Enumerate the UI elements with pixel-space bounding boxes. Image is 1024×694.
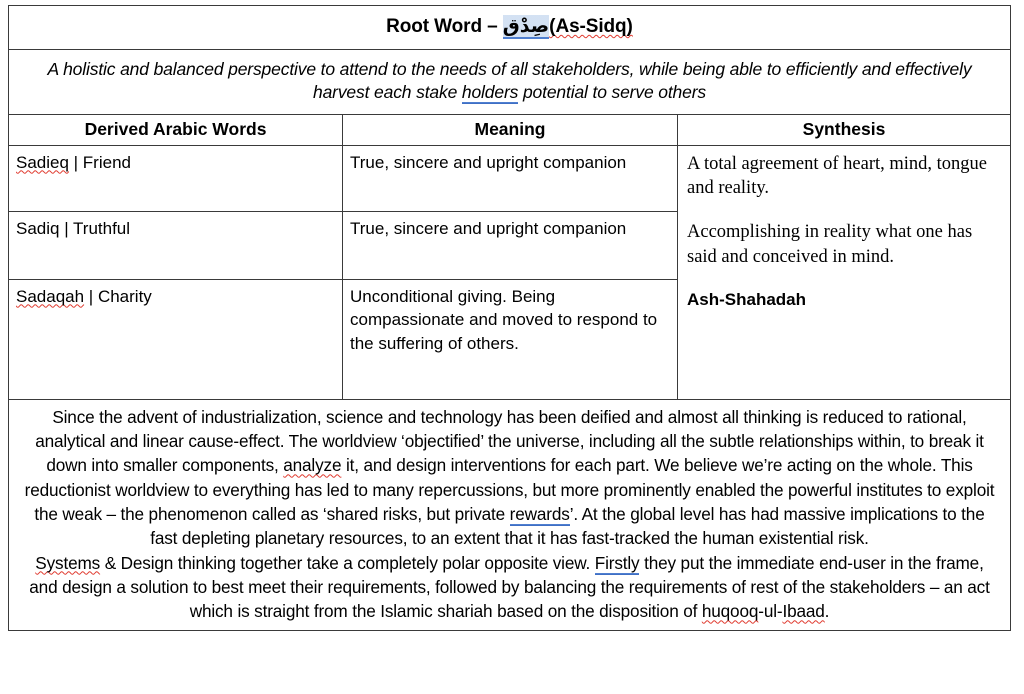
prose-row xyxy=(9,399,1011,630)
prose-p2-part2: they put the immediate end-user in the frame, and design a solution to best meet their requirements, followed by balancing the requirements of rest of the stakeholders – an act which is straight from the Islamic shariah based on the disposition of xyxy=(29,552,990,622)
prose-p1-part3: ’. At the global level has had massive implications to the fast depleting planetary resources, to an extent that it has fast-tracked the human existential risk. xyxy=(150,503,985,549)
synthesis-term-ash-shahadah: Ash-Shahadah xyxy=(687,289,807,309)
prose-flagged-ibaad: Ibaad xyxy=(782,601,825,622)
subtitle-flagged-word: holders xyxy=(461,82,519,103)
prose-p1-part2: it, and design interventions for each part. We believe we’re acting on the whole. This reductionist worldview to everything has led to many repercussions, but more prominently enabled the powerful institutes to exploit the weak – the phenomenon called as ‘shared risks, but private xyxy=(24,455,995,524)
derived-word-rest-3: | Charity xyxy=(84,286,152,306)
synthesis-paragraph-2: Accomplishing in reality what one has said and conceived in mind. xyxy=(687,222,973,267)
derived-word-cell-2 xyxy=(9,211,343,279)
prose-flagged-analyze: analyze xyxy=(283,455,342,476)
table-row xyxy=(9,145,1011,211)
synthesis-cell xyxy=(678,145,1011,399)
document-title-cell xyxy=(9,6,1011,50)
prose-flagged-rewards: rewards xyxy=(509,503,570,524)
prose-p2-part4: . xyxy=(824,601,830,622)
column-header-meaning: Meaning xyxy=(343,114,678,145)
prose-flagged-huqooq: huqooq xyxy=(701,601,759,622)
column-header-synthesis: Synthesis xyxy=(678,114,1011,145)
prose-flagged-systems: Systems xyxy=(35,552,101,573)
title-arabic-word: صِدْق xyxy=(502,15,550,37)
derived-word-rest-2: Sadiq | Truthful xyxy=(16,218,131,238)
prose-flagged-firstly: Firstly xyxy=(594,552,640,573)
derived-word-flagged-3: Sadaqah xyxy=(16,286,85,306)
derived-word-cell-1 xyxy=(9,145,343,211)
prose-paragraph-2 xyxy=(21,551,998,624)
meaning-cell-3: Unconditional giving. Being compassionate and moved to respond to the suffering of others. xyxy=(343,279,678,399)
prose-p2-part1: & Design thinking together take a completely polar opposite view. xyxy=(100,552,595,573)
prose-cell xyxy=(9,399,1011,630)
subtitle-text-part2: potential to serve others xyxy=(518,82,706,103)
meaning-cell-1: True, sincere and upright companion xyxy=(343,145,678,211)
root-word-table xyxy=(8,5,1011,631)
title-prefix: Root Word – xyxy=(386,16,503,37)
meaning-cell-2: True, sincere and upright companion xyxy=(343,211,678,279)
prose-p1-part1: Since the advent of industrialization, science and technology has been deified and almost all thinking is reduced to rational, analytical and linear cause-effect. The worldview ‘objectified’ the universe, including all the subtle relationships within, to break it down into smaller components, xyxy=(35,406,984,476)
subtitle-text-part1: A holistic and balanced perspective to attend to the needs of all stakeholders, while being able to efficiently and effectively harvest each stake xyxy=(47,58,972,103)
prose-p2-part3: -ul- xyxy=(758,601,783,622)
subtitle-row xyxy=(9,49,1011,114)
column-header-row xyxy=(9,114,1011,145)
derived-word-flagged-1: Sadieq xyxy=(16,152,69,172)
document-subtitle-cell xyxy=(9,49,1011,114)
title-transliteration: (As-Sidq) xyxy=(549,16,633,37)
prose-paragraph-1 xyxy=(21,405,998,551)
derived-word-cell-3 xyxy=(9,279,343,399)
column-header-derived-arabic-words: Derived Arabic Words xyxy=(9,114,343,145)
synthesis-paragraph-1: A total agreement of heart, mind, tongue and reality. xyxy=(687,153,988,199)
title-row xyxy=(9,6,1011,50)
derived-word-rest-1: | Friend xyxy=(68,152,131,172)
